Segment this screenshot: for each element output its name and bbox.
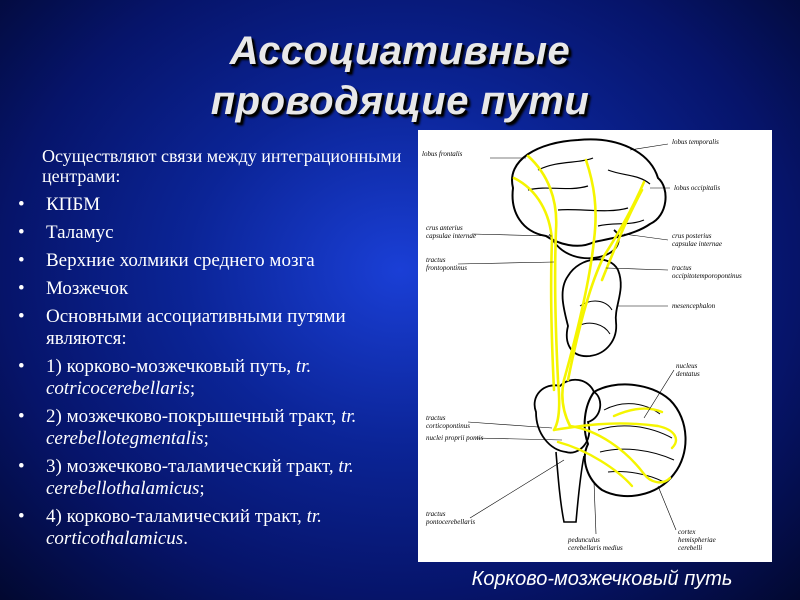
- list-item-text: Таламус: [46, 222, 114, 243]
- list-item: [14, 194, 406, 216]
- label-nuclei-pontis: nuclei proprii pontis: [426, 434, 484, 442]
- list-item: [14, 278, 406, 300]
- svg-text:cerebellaris medius: [568, 544, 623, 552]
- label-pedunculus-2: cerebellaris medius: [568, 544, 623, 552]
- svg-text:lobus temporalis: [672, 138, 719, 146]
- latin-term: tr. cerebellothalamicus: [46, 456, 354, 499]
- pathway-diagram: [418, 130, 772, 562]
- svg-text:capsulae internae: [672, 240, 722, 248]
- svg-text:corticopontinus: [426, 422, 470, 430]
- list-item-tail: .: [183, 528, 188, 549]
- list-item-text: Мозжечок: [46, 278, 129, 299]
- latin-term: tr. cerebellotegmentalis: [46, 406, 357, 449]
- svg-text:tractus: [672, 264, 692, 272]
- list-item: [14, 506, 406, 550]
- svg-text:lobus frontalis: [422, 150, 463, 158]
- label-lobus-temporalis: lobus temporalis: [672, 138, 719, 146]
- bullet-icon: •: [18, 306, 25, 327]
- label-crus-anterius-2: capsulae internae: [426, 232, 476, 240]
- list-item-text: 3) мозжечково-таламический тракт,: [46, 456, 339, 477]
- list-item-tail: ;: [199, 478, 205, 499]
- label-tractus-fp-2: frontopontinus: [426, 264, 467, 272]
- svg-text:frontopontinus: [426, 264, 467, 272]
- list-item-text: 4) корково-таламический тракт,: [46, 506, 307, 527]
- svg-text:pontocerebellaris: [425, 518, 475, 526]
- svg-text:hemispheriae: [678, 536, 716, 544]
- bullet-list: [14, 194, 406, 550]
- list-item-text: 2) мозжечково-покрышечный тракт,: [46, 406, 342, 427]
- svg-text:cerebelli: [678, 544, 702, 552]
- figure-caption: Корково-мозжечковый путь: [471, 568, 733, 590]
- slide-title: [0, 26, 800, 126]
- svg-text:cortex: [678, 528, 696, 536]
- label-tractus-pc-2: pontocerebellaris: [426, 518, 476, 526]
- svg-text:crus posterius: [672, 232, 712, 240]
- list-item: [14, 250, 406, 272]
- svg-text:mesencephalon: [672, 302, 716, 310]
- bullet-icon: •: [18, 406, 25, 427]
- pontocerebellar-tracts: [554, 409, 676, 486]
- label-cortex: cortex: [678, 528, 696, 536]
- temporal-lobe: [550, 230, 619, 258]
- list-item-text: Верхние холмики среднего мозга: [46, 250, 315, 271]
- label-crus-posterius: crus posterius: [672, 232, 712, 240]
- label-tractus-otp-2: occipitotemporopontinus: [672, 272, 742, 280]
- cerebrum-outline: [512, 139, 666, 245]
- label-tractus-cp-2: corticopontinus: [426, 422, 470, 430]
- label-tractus-otp: tractus: [672, 264, 692, 272]
- label-tractus-fp: tractus: [426, 256, 446, 264]
- pons-outline: [535, 380, 601, 453]
- bullet-icon: •: [18, 506, 25, 527]
- bullet-icon: •: [18, 456, 25, 477]
- label-crus-posterius-2: capsulae internae: [672, 240, 722, 248]
- bullet-icon: •: [18, 194, 25, 215]
- label-pedunculus: pedunculus: [568, 536, 600, 544]
- label-crus-anterius: crus anterius: [426, 224, 463, 232]
- svg-text:nucleus: [676, 362, 698, 370]
- bullet-icon: •: [18, 250, 25, 271]
- label-nucleus-dentatus-2: dentatus: [676, 370, 700, 378]
- intro-text: Осуществляют связи между интеграционными центрами:: [42, 146, 402, 186]
- label-lobus-occipitalis: lobus occipitalis: [674, 184, 721, 192]
- title-line-2: проводящие пути: [210, 79, 590, 123]
- svg-text:nuclei proprii pontis: [426, 434, 484, 442]
- bullet-icon: •: [18, 278, 25, 299]
- list-item: [14, 356, 406, 400]
- brain-pathway-figure: [418, 130, 772, 562]
- label-cortex-2: hemispheriae: [678, 536, 716, 544]
- latin-term: tr. corticothalamicus: [46, 506, 322, 549]
- label-tractus-cp: tractus: [426, 414, 446, 422]
- list-item-text: КПБМ: [46, 194, 101, 215]
- corticopontine-tracts: [514, 156, 644, 430]
- latin-term: tr. cotricocerebellaris: [46, 356, 312, 399]
- list-item-tail: ;: [203, 428, 209, 449]
- label-tractus-pc: tractus: [426, 510, 446, 518]
- svg-text:tractus: [426, 510, 446, 518]
- label-cortex-3: cerebelli: [678, 544, 703, 552]
- svg-text:lobus occipitalis: [674, 184, 720, 192]
- svg-text:tractus: [426, 256, 446, 264]
- title-line-1: Ассоциативные: [229, 29, 571, 73]
- slide-body: [14, 146, 406, 556]
- svg-text:occipitotemporopontinus: [672, 272, 742, 280]
- list-item: [14, 222, 406, 244]
- list-item: [14, 306, 406, 350]
- list-item: [14, 406, 406, 450]
- label-lobus-frontalis: lobus frontalis: [422, 150, 463, 158]
- bullet-icon: •: [18, 356, 25, 377]
- svg-text:pedunculus: [567, 536, 600, 544]
- svg-text:crus anterius: [426, 224, 463, 232]
- svg-text:tractus: [426, 414, 446, 422]
- midbrain-outline: [563, 259, 621, 356]
- bullet-icon: •: [18, 222, 25, 243]
- label-mesencephalon: mesencephalon: [672, 302, 716, 310]
- list-item: [14, 456, 406, 500]
- svg-text:dentatus: [676, 370, 700, 378]
- label-nucleus-dentatus: nucleus: [676, 362, 698, 370]
- svg-text:capsulae internae: [426, 232, 476, 240]
- list-item-text: 1) корково-мозжечковый путь,: [46, 356, 296, 377]
- list-item-text: Основными ассоциативными путями являются:: [46, 306, 346, 349]
- list-item-tail: ;: [189, 378, 196, 399]
